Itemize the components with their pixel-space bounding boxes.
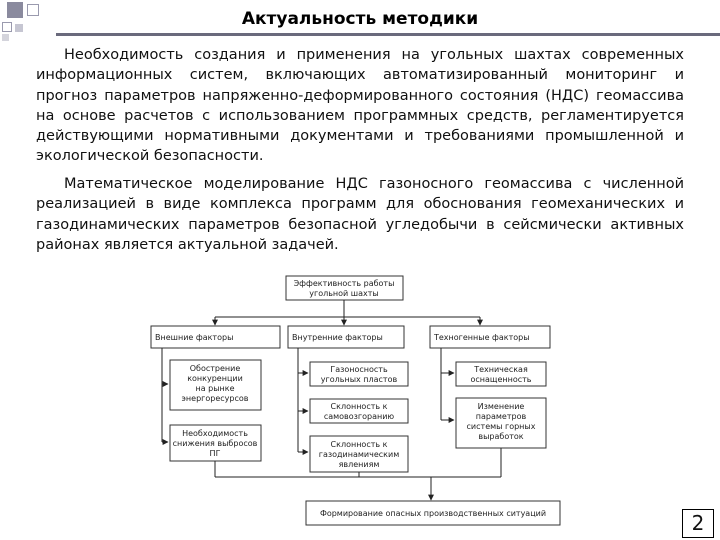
factor-line: энергоресурсов: [181, 394, 249, 403]
factor-line: снижения выбросов: [172, 439, 258, 448]
bottom-box-label: Формирование опасных производственных ситуаций: [319, 509, 547, 518]
page-number: 2: [682, 509, 714, 538]
factor-line: оснащенность: [470, 375, 532, 384]
technogenic-header: Техногенные факторы: [434, 333, 530, 342]
factor-line: самовозгоранию: [323, 412, 395, 421]
factor-line: конкуренции: [187, 374, 243, 383]
factor-line: Техническая: [474, 365, 528, 374]
factor-line: Склонность к: [330, 402, 388, 411]
paragraph-1: Необходимость создания и применения на угольных шахтах современных информационных систем, включающих автоматизированный мониторинг и прогноз параметров напряженно-деформированного состояния (НДС) геомассива на основе расчетов с использованием программных средств, регламентируется действующими нормативными документами и требованиями промышленной и экологической безопасности.: [36, 47, 684, 165]
factor-line: на рынке: [195, 384, 235, 393]
top-box-line: угольной шахты: [309, 289, 379, 298]
factor-line: выработок: [478, 432, 524, 441]
factor-line: системы горных: [466, 422, 536, 431]
factor-line: Газоносность: [330, 365, 388, 374]
factor-line: ПГ: [209, 449, 221, 458]
factor-line: Склонность к: [330, 440, 388, 449]
factor-line: Изменение: [477, 402, 525, 411]
factor-line: газодинамическим: [318, 450, 400, 459]
paragraph-2: Математическое моделирование НДС газоносного геомассива с численной реализацией в виде комплекса программ для обоснования геомеханических и газодинамических параметров безопасной угледобычи в сейсмически активных районах является актуальной задачей.: [36, 176, 684, 253]
top-box-line: Эффективность работы: [293, 279, 395, 288]
factor-line: Необходимость: [182, 429, 248, 438]
factor-line: угольных пластов: [320, 375, 398, 384]
external-header: Внешние факторы: [155, 333, 234, 342]
internal-header: Внутренние факторы: [292, 333, 383, 342]
factor-line: параметров: [475, 412, 527, 421]
factor-line: явлениям: [338, 460, 380, 469]
factor-line: Обострение: [189, 364, 241, 373]
slide-title: Актуальность методики: [241, 9, 479, 29]
